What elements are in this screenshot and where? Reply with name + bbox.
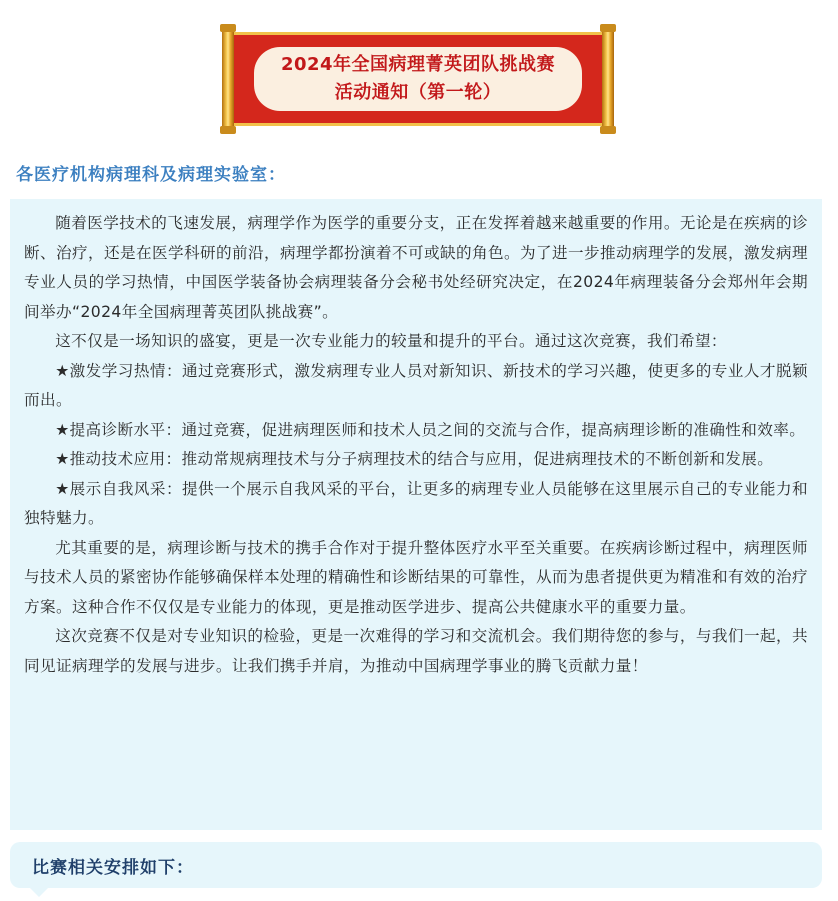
paragraph-intro: 随着医学技术的飞速发展，病理学作为医学的重要分支，正在发挥着越来越重要的作用。无论是在疾病的诊断、治疗，还是在医学科研的前沿，病理学都扮演着不可或缺的角色。为了进一步推动病理学的发展，激发病理专业人员的学习热情，中国医学装备协会病理装备分会秘书处经研究决定，在2024年病理装备分会郑州年会期间举办“2024年全国病理菁英团队挑战赛”。 xyxy=(24,214,808,321)
arrangement-section xyxy=(10,842,822,888)
greeting: 各医疗机构病理科及病理实验室： xyxy=(16,165,286,185)
title-card xyxy=(254,47,582,111)
goal-diagnosis: ★提高诊断水平：通过竞赛，促进病理医师和技术人员之间的交流与合作，提高病理诊断的准确性和效率。 xyxy=(55,420,806,439)
goal-learning: ★激发学习热情：通过竞赛形式，激发病理专业人员对新知识、新技术的学习兴趣，使更多的专业人才脱颖而出。 xyxy=(24,361,808,409)
arrangement-heading: 比赛相关安排如下： xyxy=(32,857,194,878)
scroll-rod-left xyxy=(222,26,234,132)
notice-body xyxy=(10,199,822,830)
scroll-rod-right xyxy=(602,26,614,132)
banner-title-line2: 活动通知（第一轮） xyxy=(334,82,502,103)
goal-showcase: ★展示自我风采：提供一个展示自我风采的平台，让更多的病理专业人员能够在这里展示自己的专业能力和独特魅力。 xyxy=(24,479,808,527)
paragraph-hope: 这不仅是一场知识的盛宴，更是一次专业能力的较量和提升的平台。通过这次竞赛，我们希望： xyxy=(55,332,727,350)
scroll-body xyxy=(234,32,602,126)
banner-title-line1: 2024年全国病理菁英团队挑战赛 xyxy=(280,54,556,75)
paragraph-closing: 这次竞赛不仅是对专业知识的检验，更是一次难得的学习和交流机会。我们期待您的参与，与我们一起，共同见证病理学的发展与进步。让我们携手并肩，为推动中国病理学事业的腾飞贡献力量！ xyxy=(24,627,808,675)
arrangement-pointer xyxy=(30,888,48,897)
title-banner xyxy=(222,26,614,132)
paragraph-collaboration: 尤其重要的是，病理诊断与技术的携手合作对于提升整体医疗水平至关重要。在疾病诊断过程中，病理医师与技术人员的紧密协作能够确保样本处理的精确性和诊断结果的可靠性，从而为患者提供更为精准和有效的治疗方案。这种合作不仅仅是专业能力的体现，更是推动医学进步、提高公共健康水平的重要力量。 xyxy=(24,538,808,616)
goal-technology: ★推动技术应用：推动常规病理技术与分子病理技术的结合与应用，促进病理技术的不断创新和发展。 xyxy=(55,450,774,468)
